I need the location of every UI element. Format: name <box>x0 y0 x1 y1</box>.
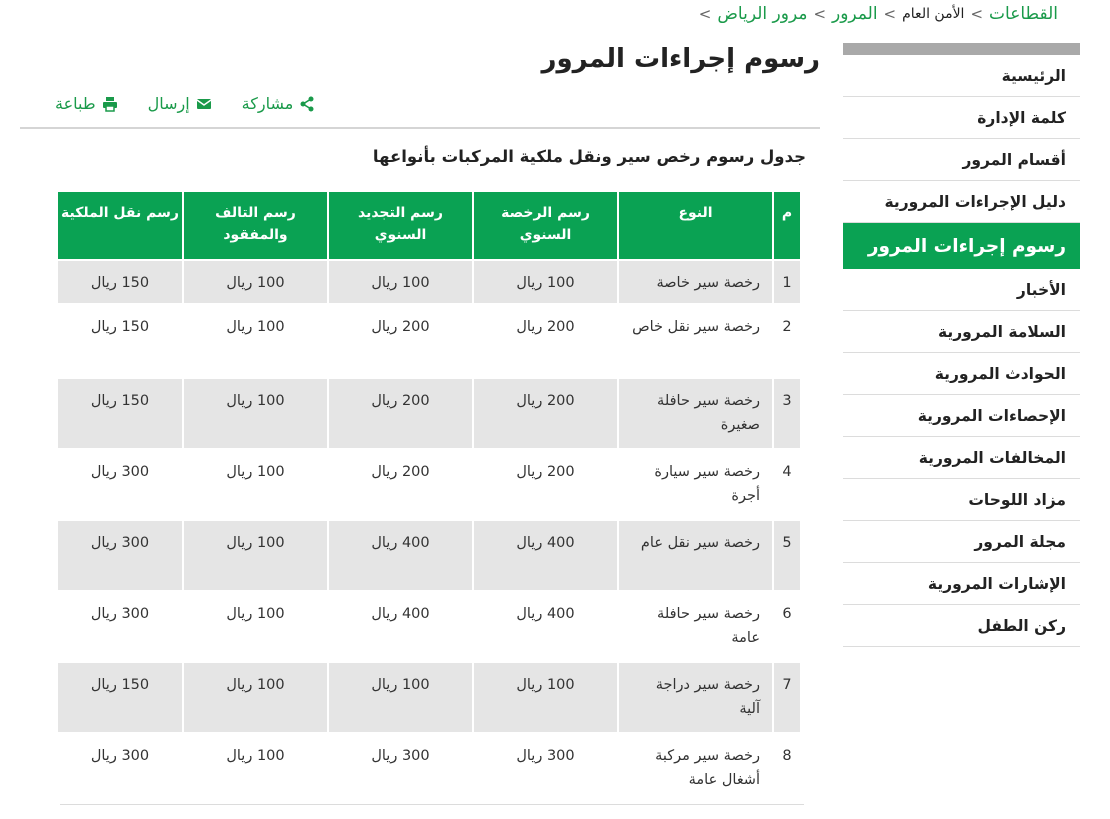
table-row <box>57 378 801 449</box>
cell-license-fee: 300 ريال <box>473 733 618 805</box>
cell-transfer-fee: 150 ريال <box>57 662 183 733</box>
cell-renewal-fee: 400 ريال <box>328 520 473 591</box>
header-lost-fee: رسم التالف والمفقود <box>183 191 328 260</box>
sidebar-item-plates-auction[interactable]: مزاد اللوحات <box>843 479 1080 521</box>
share-label: مشاركة <box>241 94 294 113</box>
cell-transfer-fee: 150 ريال <box>57 304 183 378</box>
cell-num: 2 <box>773 304 801 378</box>
table-row <box>57 520 801 591</box>
cell-lost-fee: 100 ريال <box>183 591 328 662</box>
table-row <box>57 304 801 378</box>
header-num: م <box>773 191 801 260</box>
send-label: إرسال <box>147 94 190 113</box>
sidebar-menu <box>843 43 1080 647</box>
print-label: طباعة <box>55 94 96 113</box>
sidebar-item-traffic-safety[interactable]: السلامة المرورية <box>843 311 1080 353</box>
cell-renewal-fee: 200 ريال <box>328 378 473 449</box>
breadcrumb <box>693 4 1058 24</box>
breadcrumb-traffic[interactable]: المرور <box>832 4 878 24</box>
cell-renewal-fee: 200 ريال <box>328 304 473 378</box>
cell-num: 3 <box>773 378 801 449</box>
cell-num: 6 <box>773 591 801 662</box>
header-transfer-fee: رسم نقل الملكية <box>57 191 183 260</box>
cell-type: رخصة سير حافلة صغيرة <box>618 378 773 449</box>
cell-license-fee: 100 ريال <box>473 662 618 733</box>
cell-lost-fee: 100 ريال <box>183 260 328 304</box>
cell-num: 1 <box>773 260 801 304</box>
breadcrumb-public-security[interactable]: الأمن العام <box>902 6 965 22</box>
envelope-icon <box>196 96 212 112</box>
fees-table <box>56 190 802 806</box>
table-row <box>57 260 801 304</box>
cell-type: رخصة سير حافلة عامة <box>618 591 773 662</box>
table-row <box>57 733 801 805</box>
cell-license-fee: 400 ريال <box>473 520 618 591</box>
breadcrumb-separator: > <box>813 5 827 23</box>
cell-transfer-fee: 300 ريال <box>57 591 183 662</box>
sidebar-item-traffic-signs[interactable]: الإشارات المرورية <box>843 563 1080 605</box>
header-type: النوع <box>618 191 773 260</box>
cell-license-fee: 200 ريال <box>473 304 618 378</box>
cell-license-fee: 200 ريال <box>473 449 618 520</box>
header-license-fee: رسم الرخصة السنوي <box>473 191 618 260</box>
cell-type: رخصة سير نقل عام <box>618 520 773 591</box>
table-row <box>57 591 801 662</box>
cell-transfer-fee: 150 ريال <box>57 260 183 304</box>
cell-lost-fee: 100 ريال <box>183 733 328 805</box>
sidebar-item-traffic-violations[interactable]: المخالفات المرورية <box>843 437 1080 479</box>
share-button[interactable] <box>242 94 316 113</box>
table-heading: جدول رسوم رخص سير ونقل ملكية المركبات بأنواعها <box>372 147 806 166</box>
sidebar-item-home[interactable]: الرئيسية <box>843 55 1080 97</box>
table-bottom-divider <box>60 804 804 805</box>
breadcrumb-separator: > <box>970 5 984 23</box>
sidebar-item-procedures-guide[interactable]: دليل الإجراءات المرورية <box>843 181 1080 223</box>
cell-num: 5 <box>773 520 801 591</box>
cell-transfer-fee: 300 ريال <box>57 733 183 805</box>
cell-num: 7 <box>773 662 801 733</box>
cell-num: 8 <box>773 733 801 805</box>
cell-type: رخصة سير دراجة آلية <box>618 662 773 733</box>
table-header-row <box>57 191 801 260</box>
send-button[interactable] <box>148 94 212 113</box>
print-button[interactable] <box>55 94 118 113</box>
sidebar-item-traffic-departments[interactable]: أقسام المرور <box>843 139 1080 181</box>
breadcrumb-riyadh-traffic[interactable]: مرور الرياض <box>717 4 808 24</box>
breadcrumb-separator: > <box>698 5 712 23</box>
cell-lost-fee: 100 ريال <box>183 662 328 733</box>
header-renewal-fee: رسم التجديد السنوي <box>328 191 473 260</box>
cell-type: رخصة سير مركبة أشغال عامة <box>618 733 773 805</box>
sidebar-item-traffic-accidents[interactable]: الحوادث المرورية <box>843 353 1080 395</box>
share-icon <box>299 96 315 112</box>
cell-type: رخصة سير خاصة <box>618 260 773 304</box>
cell-renewal-fee: 400 ريال <box>328 591 473 662</box>
cell-lost-fee: 100 ريال <box>183 304 328 378</box>
cell-renewal-fee: 100 ريال <box>328 662 473 733</box>
table-row <box>57 449 801 520</box>
cell-renewal-fee: 200 ريال <box>328 449 473 520</box>
cell-num: 4 <box>773 449 801 520</box>
title-divider <box>20 127 820 129</box>
cell-transfer-fee: 300 ريال <box>57 520 183 591</box>
cell-type: رخصة سير نقل خاص <box>618 304 773 378</box>
cell-type: رخصة سير سيارة أجرة <box>618 449 773 520</box>
breadcrumb-separator: > <box>883 5 897 23</box>
cell-license-fee: 100 ريال <box>473 260 618 304</box>
sidebar-item-procedure-fees[interactable]: رسوم إجراءات المرور <box>843 223 1080 269</box>
sidebar-item-traffic-statistics[interactable]: الإحصاءات المرورية <box>843 395 1080 437</box>
breadcrumb-sectors[interactable]: القطاعات <box>989 4 1058 24</box>
cell-lost-fee: 100 ريال <box>183 449 328 520</box>
sidebar-item-management-word[interactable]: كلمة الإدارة <box>843 97 1080 139</box>
sidebar-item-traffic-magazine[interactable]: مجلة المرور <box>843 521 1080 563</box>
sidebar-item-kids-corner[interactable]: ركن الطفل <box>843 605 1080 647</box>
cell-lost-fee: 100 ريال <box>183 378 328 449</box>
cell-renewal-fee: 300 ريال <box>328 733 473 805</box>
cell-license-fee: 200 ريال <box>473 378 618 449</box>
table-row <box>57 662 801 733</box>
page-actions <box>55 94 315 113</box>
cell-transfer-fee: 300 ريال <box>57 449 183 520</box>
page-title: رسوم إجراءات المرور <box>541 44 820 74</box>
cell-transfer-fee: 150 ريال <box>57 378 183 449</box>
sidebar-item-news[interactable]: الأخبار <box>843 269 1080 311</box>
cell-license-fee: 400 ريال <box>473 591 618 662</box>
cell-renewal-fee: 100 ريال <box>328 260 473 304</box>
printer-icon <box>102 96 118 112</box>
cell-lost-fee: 100 ريال <box>183 520 328 591</box>
